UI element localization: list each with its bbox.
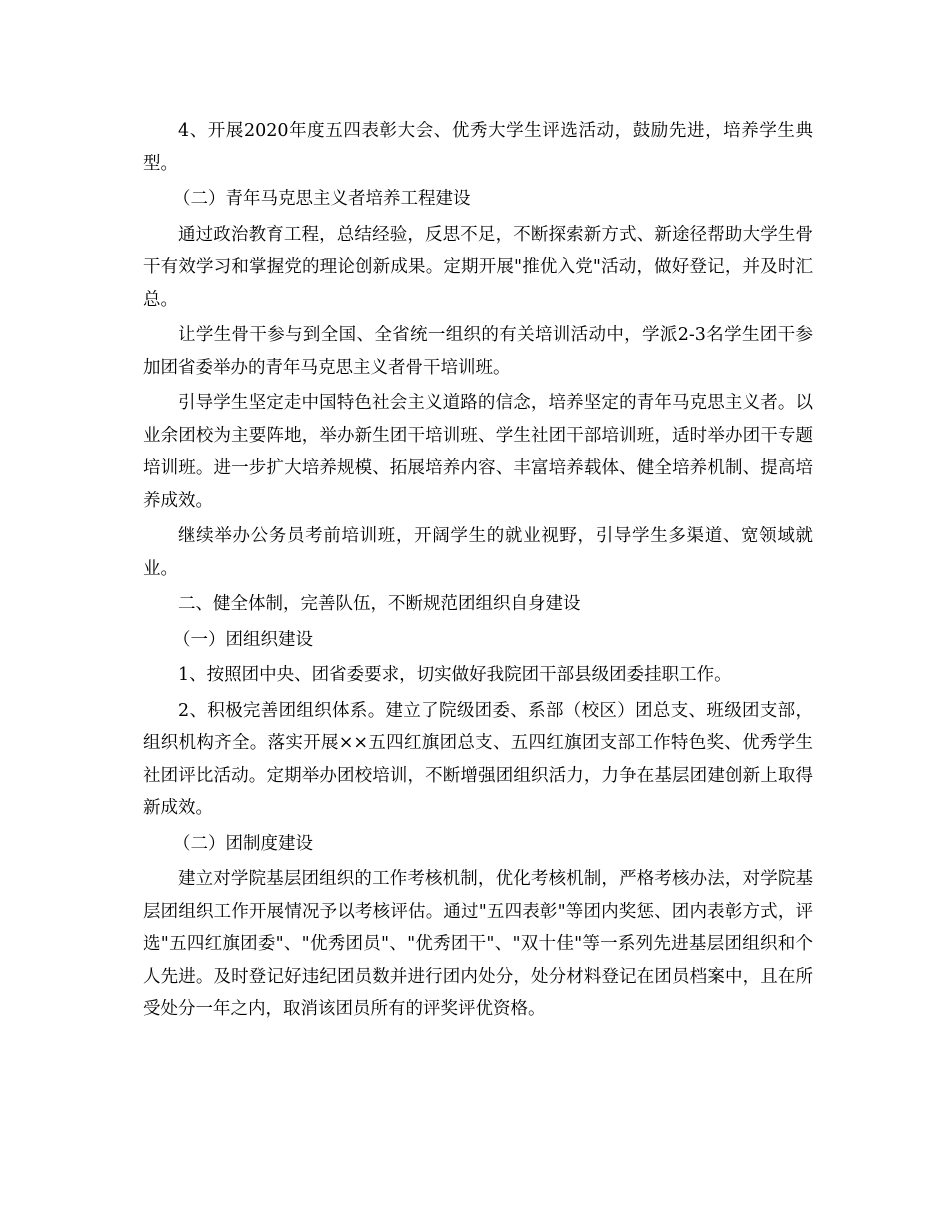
paragraph-assessment-mechanism: 建立对学院基层团组织的工作考核机制，优化考核机制，严格考核办法，对学院基层团组织工作开展情况予以考核评估。通过"五四表彰"等团内奖惩、团内表彰方式，评选"五四红旗团委"、"优秀团员"、"优秀团干"、"双十佳"等一系列先进基层团组织和个人先进。及时登记好违纪团员数并进行团内处分，处分材料登记在团员档案中，且在所受处分一年之内，取消该团员所有的评奖评优资格。 — [143, 869, 813, 1019]
paragraph-political-education: 通过政治教育工程，总结经验，反思不足，不断探索新方式、新途径帮助大学生骨干有效学习和掌握党的理论创新成果。定期开展"推优入党"活动，做好登记，并及时汇总。 — [143, 224, 813, 310]
subsection-heading-organization: （一）团组织建设 — [173, 629, 313, 650]
paragraph-item-4: 4、开展2020年度五四表彰大会、优秀大学生评选活动，鼓励先进，培养学生典型。 — [143, 121, 813, 174]
paragraph-item-1: 1、按照团中央、团省委要求，切实做好我院团干部县级团委挂职工作。 — [178, 665, 732, 685]
paragraph-training-participation: 让学生骨干参与到全国、全省统一组织的有关培训活动中，学派2-3名学生团干参加团省委举办的青年马克思主义者骨干培训班。 — [143, 325, 813, 378]
section-heading-system-improvement: 二、健全体制，完善队伍，不断规范团组织自身建设 — [178, 594, 581, 614]
paragraph-guide-students: 引导学生坚定走中国特色社会主义道路的信念，培养坚定的青年马克思主义者。以业余团校为主要阵地，举办新生团干培训班、学生社团干部培训班，适时举办团干专题培训班。进一步扩大培养规模、拓展培养内容、丰富培养载体、健全培养机制、提高培养成效。 — [143, 393, 813, 511]
subsection-heading-system: （二）团制度建设 — [173, 833, 313, 854]
section-heading-youth-marxist: （二）青年马克思主义者培养工程建设 — [173, 189, 471, 209]
paragraph-civil-service-training: 继续举办公务员考前培训班，开阔学生的就业视野，引导学生多渠道、宽领域就业。 — [143, 526, 813, 579]
document-page — [143, 115, 813, 1026]
paragraph-item-2: 2、积极完善团组织体系。建立了院级团委、系部（校区）团总支、班级团支部，组织机构齐全。落实开展××五四红旗团总支、五四红旗团支部工作特色奖、优秀学生社团评比活动。定期举办团校培训，不断增强团组织活力，力争在基层团建创新上取得新成效。 — [143, 700, 813, 818]
